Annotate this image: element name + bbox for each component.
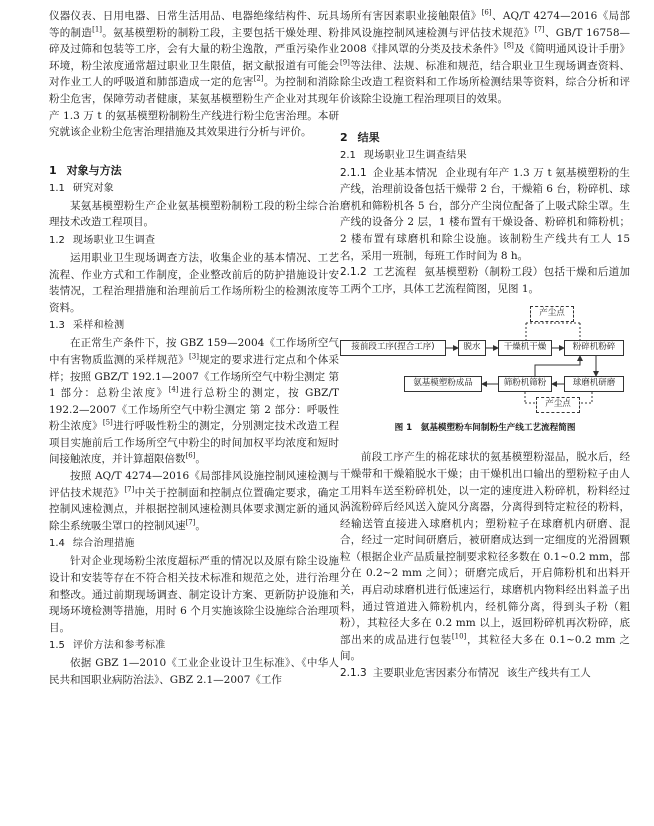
subsubsection-number: 2.1.3 <box>340 667 367 680</box>
subsection-number: 1.1 <box>49 182 65 194</box>
section-heading-2 <box>340 130 630 146</box>
flow-arrows <box>330 303 630 415</box>
subsection-number: 1.2 <box>49 234 65 246</box>
left-column <box>49 8 339 689</box>
subsection-number: 1.5 <box>49 640 65 652</box>
paragraph-1-2: 运用职业卫生现场调查方法，收集企业的基本情况、工艺流程、作业方式和工作制度，企业整改前后的防护措施设计安装情况，工程治理措施和治理前后工作场所粉尘的检测浓度等资料。 <box>49 251 339 314</box>
subsubsection-title: 主要职业危害因素分布情况 <box>372 667 499 680</box>
text-span: 进行总粉尘的测定，按 GBZ/T 192.2—2007《工作场所空气中粉尘测定 第 2 部分：呼吸性粉尘浓度》 <box>49 387 339 433</box>
citation: [1] <box>92 25 103 34</box>
intro-text-2: 。氨基模塑粉的制粉工段，主要包括干燥处理、粉碎及过筛和包装等工序，会有大量的粉尘逸散，严重污染作业环境，粉尘浓度通常超过职业卫生限值，据文献报道有可能会对作业工人的呼吸道和肺部造成一定的危害 <box>49 26 340 89</box>
figure-caption: 图 1 氨基模塑粉车间制粉生产线工艺流程简图 <box>394 423 576 434</box>
section-number: 2 <box>340 130 348 144</box>
text-span: 在正常生产条件下，按 GBZ 159—2004《工作场所空气中有害物质监测的采样规范》 <box>49 337 339 366</box>
subsection-heading-1-1 <box>49 181 339 197</box>
paragraph-process <box>340 449 630 665</box>
box-product: 氨基模塑粉成品 <box>404 376 482 392</box>
text-span: ，其粒径大多在 0.1~0.2 mm 之间。 <box>340 633 630 663</box>
box-dewater: 脱水 <box>458 340 486 356</box>
box-dryer: 干燥机干燥 <box>498 340 552 356</box>
text-span: 场所有害因素职业接触限值》 <box>340 10 482 22</box>
paragraph-1-1: 某氨基模塑粉生产企业氨基模塑粉制粉工段的粉尘综合治理技术改造工程项目。 <box>49 199 339 229</box>
section-number: 1 <box>49 163 57 177</box>
subsubsection-number: 2.1.1 <box>340 166 367 179</box>
subsection-title: 现场职业卫生调查 <box>72 234 156 246</box>
arrow-sieve-return <box>535 356 580 376</box>
subsection-title: 采样和检测 <box>72 320 125 332</box>
text-span: 中关于控制面和控制点位置确定要求，确定控制风速检测点，并根据控制风速检测具体要求测定新的通风除尘系统吸尘罩口的控制风速 <box>49 486 339 532</box>
citation: [6] <box>481 8 492 17</box>
paragraph-2-1-1 <box>340 165 630 265</box>
citation: [6] <box>185 451 196 460</box>
box-crusher: 粉碎机粉碎 <box>564 340 624 356</box>
citation: [5] <box>102 418 113 427</box>
intro-text-1: 仪器仪表、日用电器、日常生活用品、电器绝缘结构件、玩具等的制造 <box>49 10 339 39</box>
citation: [8] <box>503 41 514 50</box>
subsection-heading-1-3 <box>49 318 339 334</box>
dust-point-top: 产尘点 <box>530 306 574 322</box>
text-span: 企业现有年产 1.3 万 t 氨基模塑粉的生产线，治理前设备包括干燥带 2 台，干燥箱 6 台，粉碎机、球磨机和筛粉机各 5 台，部分产尘岗位配备了上吸式除尘罩。生产线的设备分 2 层，1 楼布置有干燥设备、粉碎机和筛粉机；2 楼布置有球磨机和除尘设施。该制粉生产线共有工人 15 名，采用一班制，每班工作时间为 8 h。 <box>340 166 630 262</box>
paragraph-1-4: 针对企业现场粉尘浓度超标严重的情况以及原有除尘设施设计和安装等存在不符合相关技术标准和规范之处，进行治理和整改。通过前期现场调查、制定设计方案、更新防护设施和现场环境检测等措施，用时 6 个月实施该除尘设施综合治理项目。 <box>49 555 339 634</box>
subsection-title: 现场职业卫生调查结果 <box>363 149 467 161</box>
subsection-title: 综合治理措施 <box>72 538 135 550</box>
text-span: 按照 AQ/T 4274—2016《局部排风设施控制风速检测与评估技术规范》 <box>49 470 339 499</box>
text-span: 等法律、法规、标准和规范，结合职业卫生现场调查资料、除尘改造工程资料和工作场所检测结果等资料，综合分析和评价该除尘设施工程治理项目的效果。 <box>340 59 630 105</box>
text-span: 、AQ/T 4274—2016《局部排风设施控制风速检测与评估技术规范》 <box>340 10 631 39</box>
process-flow-figure <box>330 303 630 415</box>
section-title: 结果 <box>357 130 380 144</box>
citation: [7] <box>124 485 135 494</box>
right-column <box>340 8 630 682</box>
text-span: 及《简明通风设计手册》 <box>513 43 630 56</box>
citation: [9] <box>340 58 350 67</box>
text-span: 进行呼吸性粉尘的测定，分别测定技术改造工程项目实施前后工作场所空气中粉尘的时间加权平均浓度和短时间接触浓度，并计算超限倍数 <box>49 420 340 466</box>
subsection-heading-1-5 <box>49 638 339 654</box>
paragraph-1-3b <box>49 468 339 534</box>
paragraph-2-1-2 <box>340 264 630 297</box>
box-sieve: 筛粉机筛粉 <box>498 376 552 392</box>
text-span: 。 <box>195 453 206 466</box>
text-span: 该生产线共有工人 <box>506 667 591 680</box>
citation: [3] <box>189 352 199 361</box>
subsection-number: 1.3 <box>49 320 65 332</box>
subsubsection-number: 2.1.2 <box>340 266 367 279</box>
text-span: 、GB/T 16758—2008《排风罩的分类及技术条件》 <box>340 26 630 56</box>
text-span: 规定的要求进行定点和个体采样；按照 GBZ/T 192.1—2007《工作场所空气中粉尘测定 第 1 部分：总粉尘浓度》 <box>49 353 340 400</box>
intro-text-3: 。为控制和消除粉尘危害，保障劳动者健康，某氨基模塑粉生产企业对其现年产 1.3 万 t 的氨基模塑粉制粉生产线进行粉尘危害治理。本研究就该企业粉尘危害治理措施及其效果进行分析与评价。 <box>49 76 339 139</box>
paragraph-1-5: 依据 GBZ 1—2010《工业企业设计卫生标准》、《中华人民共和国职业病防治法》、GBZ 2.1—2007《工作 <box>49 657 339 686</box>
section-heading-1 <box>49 163 339 179</box>
section-title: 对象与方法 <box>66 163 122 177</box>
dust-point-bottom: 产尘点 <box>536 397 580 413</box>
subsection-heading-1-4 <box>49 536 339 552</box>
paragraph-2-1-3 <box>340 665 630 682</box>
citation: [4] <box>168 385 179 394</box>
text-span: 前段工序产生的棉花球状的氨基模塑粉湿品，脱水后，经干燥带和干燥箱脱水干燥；由干燥机出口输出的塑粉粒子由人工用料车送至粉碎机处，以一定的速度进入粉碎机，粉料经过涡流粉碎后经风送入旋风分离器，分离得到特定粒径的粉料，经输送管直接进入球磨机内；塑粉粒子在球磨机内研磨、混合，经过一定时间研磨后，被研磨成达到一定细度的光滑圆颗粒（根据企业产品质量控制要求粒径多数在 0.1~0.2 mm，部分在 0.2~2 mm 之间）；研磨完成后，开启筛粉机和出料开关，再启动球磨机进行低速运行，球磨机内物料经出料盖子出料，通过管道进入筛粉机内，经机筛分离，得到头子粉（粗粉），其粒径大多在 0.2 mm 以上，返回粉碎机再次粉碎，底部出来的成品进行包装 <box>340 451 630 646</box>
paragraph-1-3a <box>49 335 339 468</box>
citation: [2] <box>253 74 264 83</box>
text-span: 。 <box>195 519 206 532</box>
citation: [7] <box>534 25 545 34</box>
intro-paragraph <box>49 8 339 141</box>
box-ballmill: 球磨机研磨 <box>564 376 624 392</box>
continued-paragraph <box>340 8 630 108</box>
subsubsection-title: 工艺流程 <box>372 266 417 279</box>
text-span: 氨基模塑粉（制粉工段）包括干燥和后道加工两个工序，具体工艺流程简图，见图 1。 <box>340 266 631 295</box>
subsection-heading-1-2 <box>49 233 339 249</box>
subsubsection-title: 企业基本情况 <box>372 166 438 179</box>
subsection-number: 1.4 <box>49 538 65 550</box>
citation: [7] <box>185 518 196 527</box>
subsection-heading-2-1 <box>340 148 630 164</box>
subsection-number: 2.1 <box>340 149 356 161</box>
subsection-title: 研究对象 <box>72 182 115 194</box>
citation: [10] <box>451 632 467 641</box>
box-previous-process: 接前段工序(捏合工序) <box>340 340 446 356</box>
subsection-title: 评价方法和参考标准 <box>72 640 166 652</box>
